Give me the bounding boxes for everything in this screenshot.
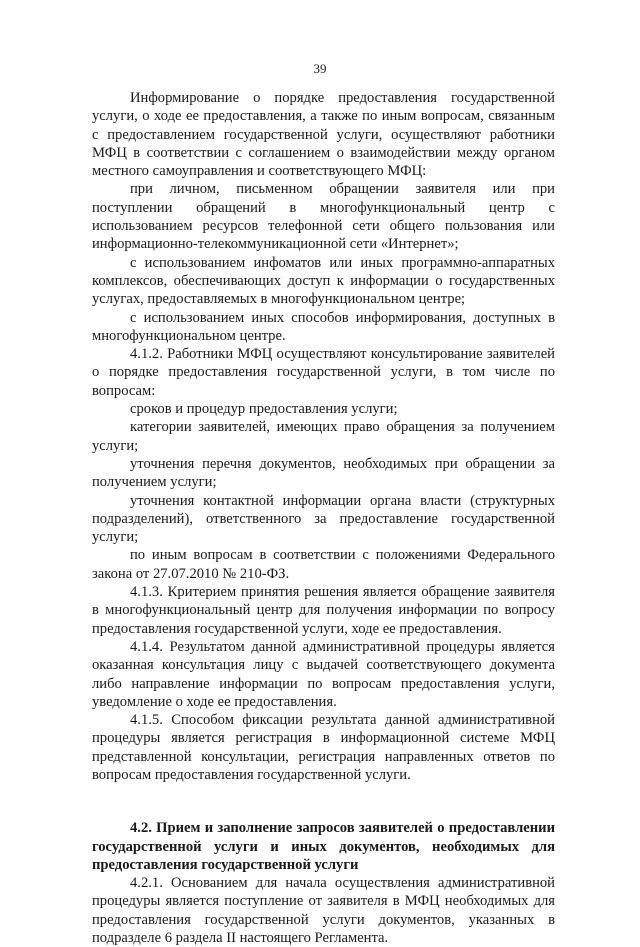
paragraph: 4.1.4. Результатом данной административной процедуры является оказанная консультация лицу с выдачей соответствующего документа либо направление информации по вопросам предоставления услуги, уведомление о ходе ее предоставления.	[92, 638, 555, 710]
paragraph: Информирование о порядке предоставления государственной услуги, о ходе ее предоставления, а также по иным вопросам, связанным с предоставлением государственной услуги, осуществляют работники МФЦ в соответствии с соглашением о взаимодействии между органом местного самоуправления и соответствующего МФЦ:	[92, 90, 555, 180]
paragraph: 4.1.2. Работники МФЦ осуществляют консультирование заявителей о порядке предоставления государственной услуги, в том числе по вопросам:	[92, 346, 555, 399]
paragraph: с использованием инфоматов или иных программно-аппаратных комплексов, обеспечивающих доступ к информации о государственных услугах, предоставляемых в многофункциональном центре;	[92, 254, 555, 308]
page-number: 39	[313, 61, 327, 76]
paragraph: категории заявителей, имеющих право обращения за получением услуги;	[92, 419, 555, 454]
paragraph: при личном, письменном обращении заявителя или при поступлении обращений в многофункциональный центр с использованием ресурсов телефонной сети общего пользования или информационно-телекоммуникационной сети «Интернет»;	[92, 181, 555, 253]
paragraph: с использованием иных способов информирования, доступных в многофункциональном центре.	[92, 309, 555, 344]
paragraph: уточнения перечня документов, необходимых при обращении за получением услуги;	[92, 455, 555, 491]
paragraph: уточнения контактной информации органа власти (структурных подразделений), ответственного за предоставление государственной услуги;	[92, 492, 555, 546]
paragraph: по иным вопросам в соответствии с положениями Федерального закона от 27.07.2010 № 210-ФЗ.	[92, 547, 555, 582]
paragraph: сроков и процедур предоставления услуги;	[130, 401, 398, 418]
paragraph: 4.1.5. Способом фиксации результата данной административной процедуры является регистрация в информационной системе МФЦ представленной консультации, регистрация направленных ответов по вопросам предоставления государственной услуги.	[92, 712, 555, 783]
section-heading: 4.2. Прием и заполнение запросов заявителей о предоставлении государственной услуги и иных документов, необходимых для предоставления государственной услуги	[92, 820, 555, 873]
paragraph: 4.2.1. Основанием для начала осуществления административной процедуры является поступление от заявителя в МФЦ необходимых для предоставления государственной услуги документов, указанных в подразделе 6 раздела II настоящего Регламента.	[92, 875, 555, 947]
paragraph: 4.1.3. Критерием принятия решения является обращение заявителя в многофункциональный центр для получения информации по вопросу предоставления государственной услуги, ходе ее предоставления.	[92, 584, 555, 637]
document-body	[92, 89, 555, 947]
